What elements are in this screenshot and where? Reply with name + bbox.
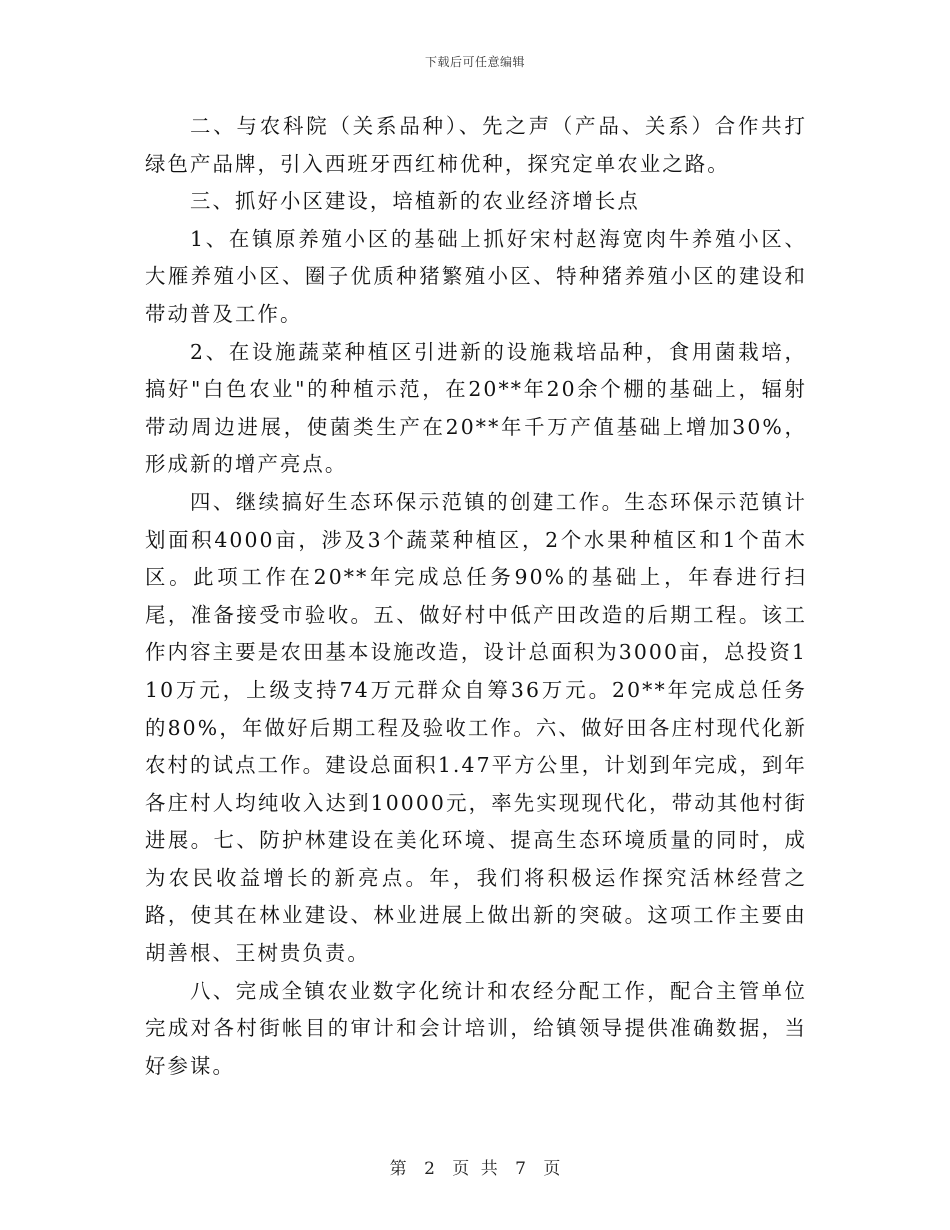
document-body	[145, 108, 807, 1085]
footer-middle: 页 共	[452, 1159, 498, 1179]
page-header: 下载后可任意编辑	[424, 55, 525, 69]
page-footer	[0, 1154, 950, 1179]
footer-suffix: 页	[543, 1159, 561, 1179]
footer-prefix: 第	[389, 1159, 407, 1179]
paragraph-vegetable-facilities: 2、在设施蔬菜种植区引进新的设施栽培品种，食用菌栽培，搞好"白色农业"的种植示范，在20**年20余个棚的基础上，辐射带动周边进展，使菌类生产在20**年千万产值基础上增加30%，形成新的增产亮点。	[145, 339, 807, 477]
paragraph-section-three-heading: 三、抓好小区建设，培植新的农业经济增长点	[190, 189, 640, 214]
paragraph-breeding-zones: 1、在镇原养殖小区的基础上抓好宋村赵海宽肉牛养殖小区、大雁养殖小区、圈子优质种猪繁殖小区、特种猪养殖小区的建设和带动普及工作。	[145, 226, 807, 326]
footer-page-number: 2	[424, 1159, 435, 1179]
footer-total-pages: 7	[515, 1159, 526, 1179]
paragraph-statistics: 八、完成全镇农业数字化统计和农经分配工作，配合主管单位完成对各村街帐目的审计和会计培训，给镇领导提供准确数据，当好参谋。	[145, 978, 807, 1078]
paragraph-eco-town: 四、继续搞好生态环保示范镇的创建工作。生态环保示范镇计划面积4000亩，涉及3个蔬菜种植区，2个水果种植区和1个苗木区。此项工作在20**年完成总任务90%的基础上，年春进行扫尾，准备接受市验收。五、做好村中低产田改造的后期工程。该工作内容主要是农田基本设施改造，设计总面积为3000亩，总投资110万元，上级支持74万元群众自筹36万元。20**年完成总任务的80%，年做好后期工程及验收工作。六、做好田各庄村现代化新农村的试点工作。建设总面积1.47平方公里，计划到年完成，到年各庄村人均纯收入达到10000元，率先实现现代化，带动其他村街进展。七、防护林建设在美化环境、提高生态环境质量的同时，成为农民收益增长的新亮点。年，我们将积极运作探究活林经营之路，使其在林业建设、林业进展上做出新的突破。这项工作主要由胡善根、王树贵负责。	[145, 489, 807, 966]
paragraph-cooperation: 二、与农科院（关系品种）、先之声（产品、关系）合作共打绿色产品牌，引入西班牙西红柿优种，探究定单农业之路。	[145, 114, 807, 176]
